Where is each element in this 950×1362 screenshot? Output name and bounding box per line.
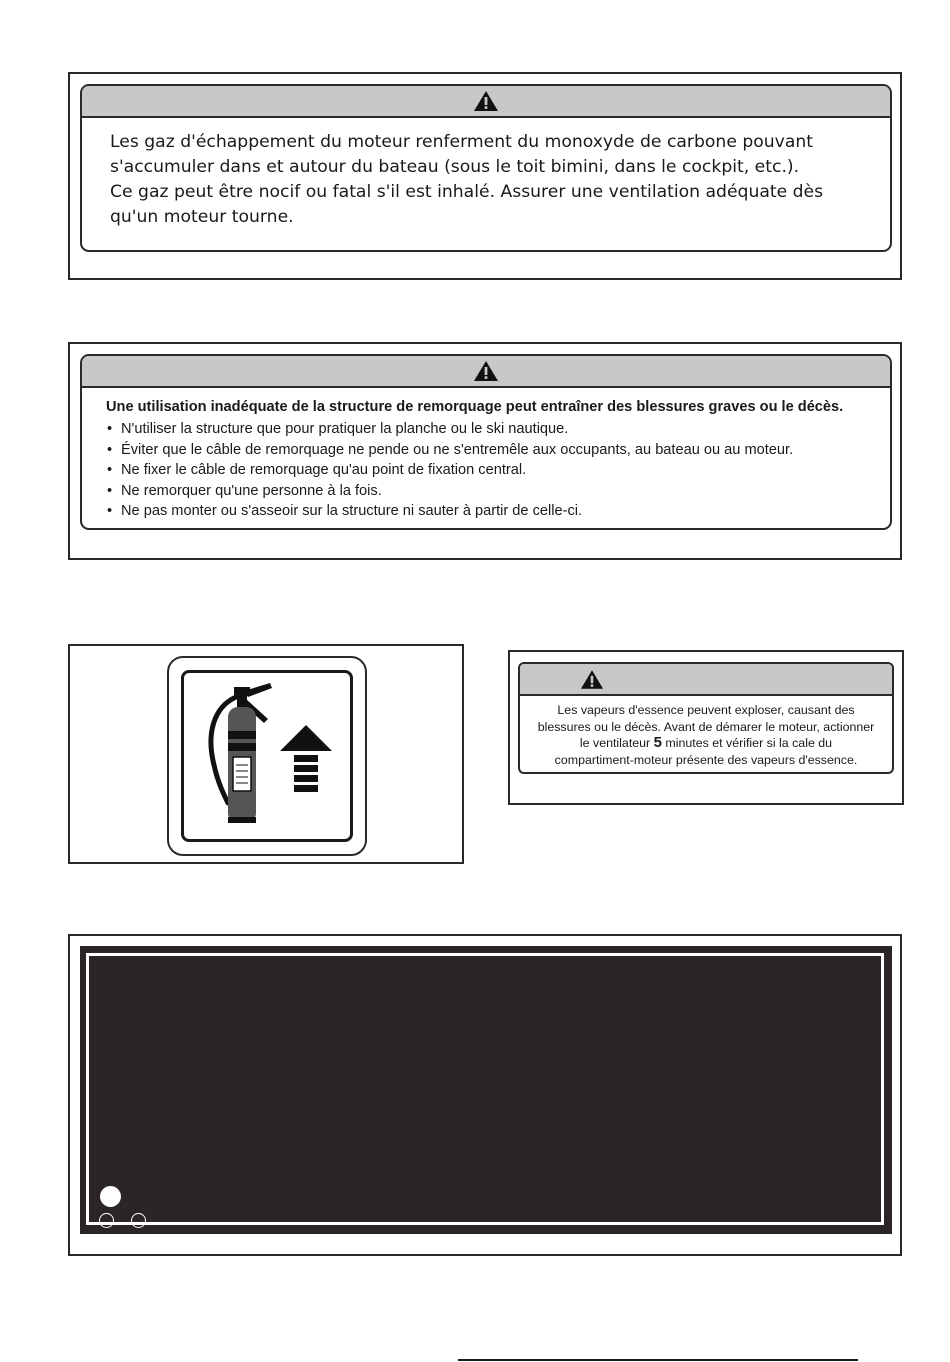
fuel-line (524, 735, 888, 752)
fuel-line: Les vapeurs d'essence peuvent exploser, causant des (557, 703, 855, 717)
fuel-line: compartiment-moteur présente des vapeurs d'essence. (554, 752, 858, 767)
fire-extinguisher-icon (184, 673, 350, 839)
warning-triangle-icon (473, 90, 499, 112)
extinguisher-sign-inner (181, 670, 353, 842)
exhaust-warning-label (68, 72, 902, 280)
warning-header (520, 664, 892, 696)
empty-circle-icon (99, 1213, 114, 1228)
warning-triangle-icon (580, 669, 604, 690)
exhaust-line: Les gaz d'échappement du moteur renferment du monoxyde de carbone pouvant (110, 132, 814, 152)
fuel-line-post: minutes et vérifier si la cale du (661, 736, 833, 750)
empty-circle-icon (131, 1213, 146, 1228)
exhaust-warning-panel (80, 84, 892, 252)
fuel-vapor-warning-panel (518, 662, 894, 774)
dark-placard (80, 946, 892, 1234)
warning-header (82, 356, 890, 388)
arrow-up-icon (280, 725, 332, 751)
tow-headline: Une utilisation inadéquate de la structure de remorquage peut entraîner des blessures graves ou le décès. (106, 399, 844, 415)
footer-rule (458, 1359, 858, 1361)
dark-placard-label (68, 934, 902, 1256)
warning-header (82, 86, 890, 118)
extinguisher-sign (167, 656, 367, 856)
exhaust-line: s'accumuler dans et autour du bateau (sous le toit bimini, dans le cockpit, etc.). (110, 157, 800, 177)
tow-warning-text (82, 388, 890, 521)
tow-warning-panel (80, 354, 892, 530)
fuel-line-pre: le ventilateur (579, 736, 654, 750)
fuel-vapor-warning-text (520, 696, 892, 768)
tow-bullet: • N'utiliser la structure que pour pratiquer la planche ou le ski nautique. (106, 419, 866, 439)
placard-inner-border (86, 953, 884, 1225)
tow-warning-label (68, 342, 902, 560)
tow-bullet: • Ne pas monter ou s'asseoir sur la structure ni sauter à partir de celle-ci. (106, 501, 866, 521)
tow-bullet-list (106, 419, 866, 521)
exhaust-warning-text (82, 118, 890, 230)
fan-minutes-value: 5 (653, 734, 662, 751)
exhaust-line: qu'un moteur tourne. (110, 207, 294, 227)
filled-circle-icon (100, 1186, 121, 1207)
tow-bullet: • Éviter que le câble de remorquage ne pende ou ne s'entremêle aux occupants, au bateau ou au moteur. (106, 440, 866, 460)
warning-triangle-icon (473, 360, 499, 382)
tow-bullet: • Ne remorquer qu'une personne à la fois. (106, 481, 866, 501)
tow-bullet: • Ne fixer le câble de remorquage qu'au point de fixation central. (106, 460, 866, 480)
extinguisher-label (68, 644, 464, 864)
fuel-line: blessures ou le décès. Avant de démarer le moteur, actionner (537, 719, 875, 734)
exhaust-line: Ce gaz peut être nocif ou fatal s'il est inhalé. Assurer une ventilation adéquate dès (110, 182, 824, 202)
fuel-vapor-warning-label (508, 650, 904, 805)
